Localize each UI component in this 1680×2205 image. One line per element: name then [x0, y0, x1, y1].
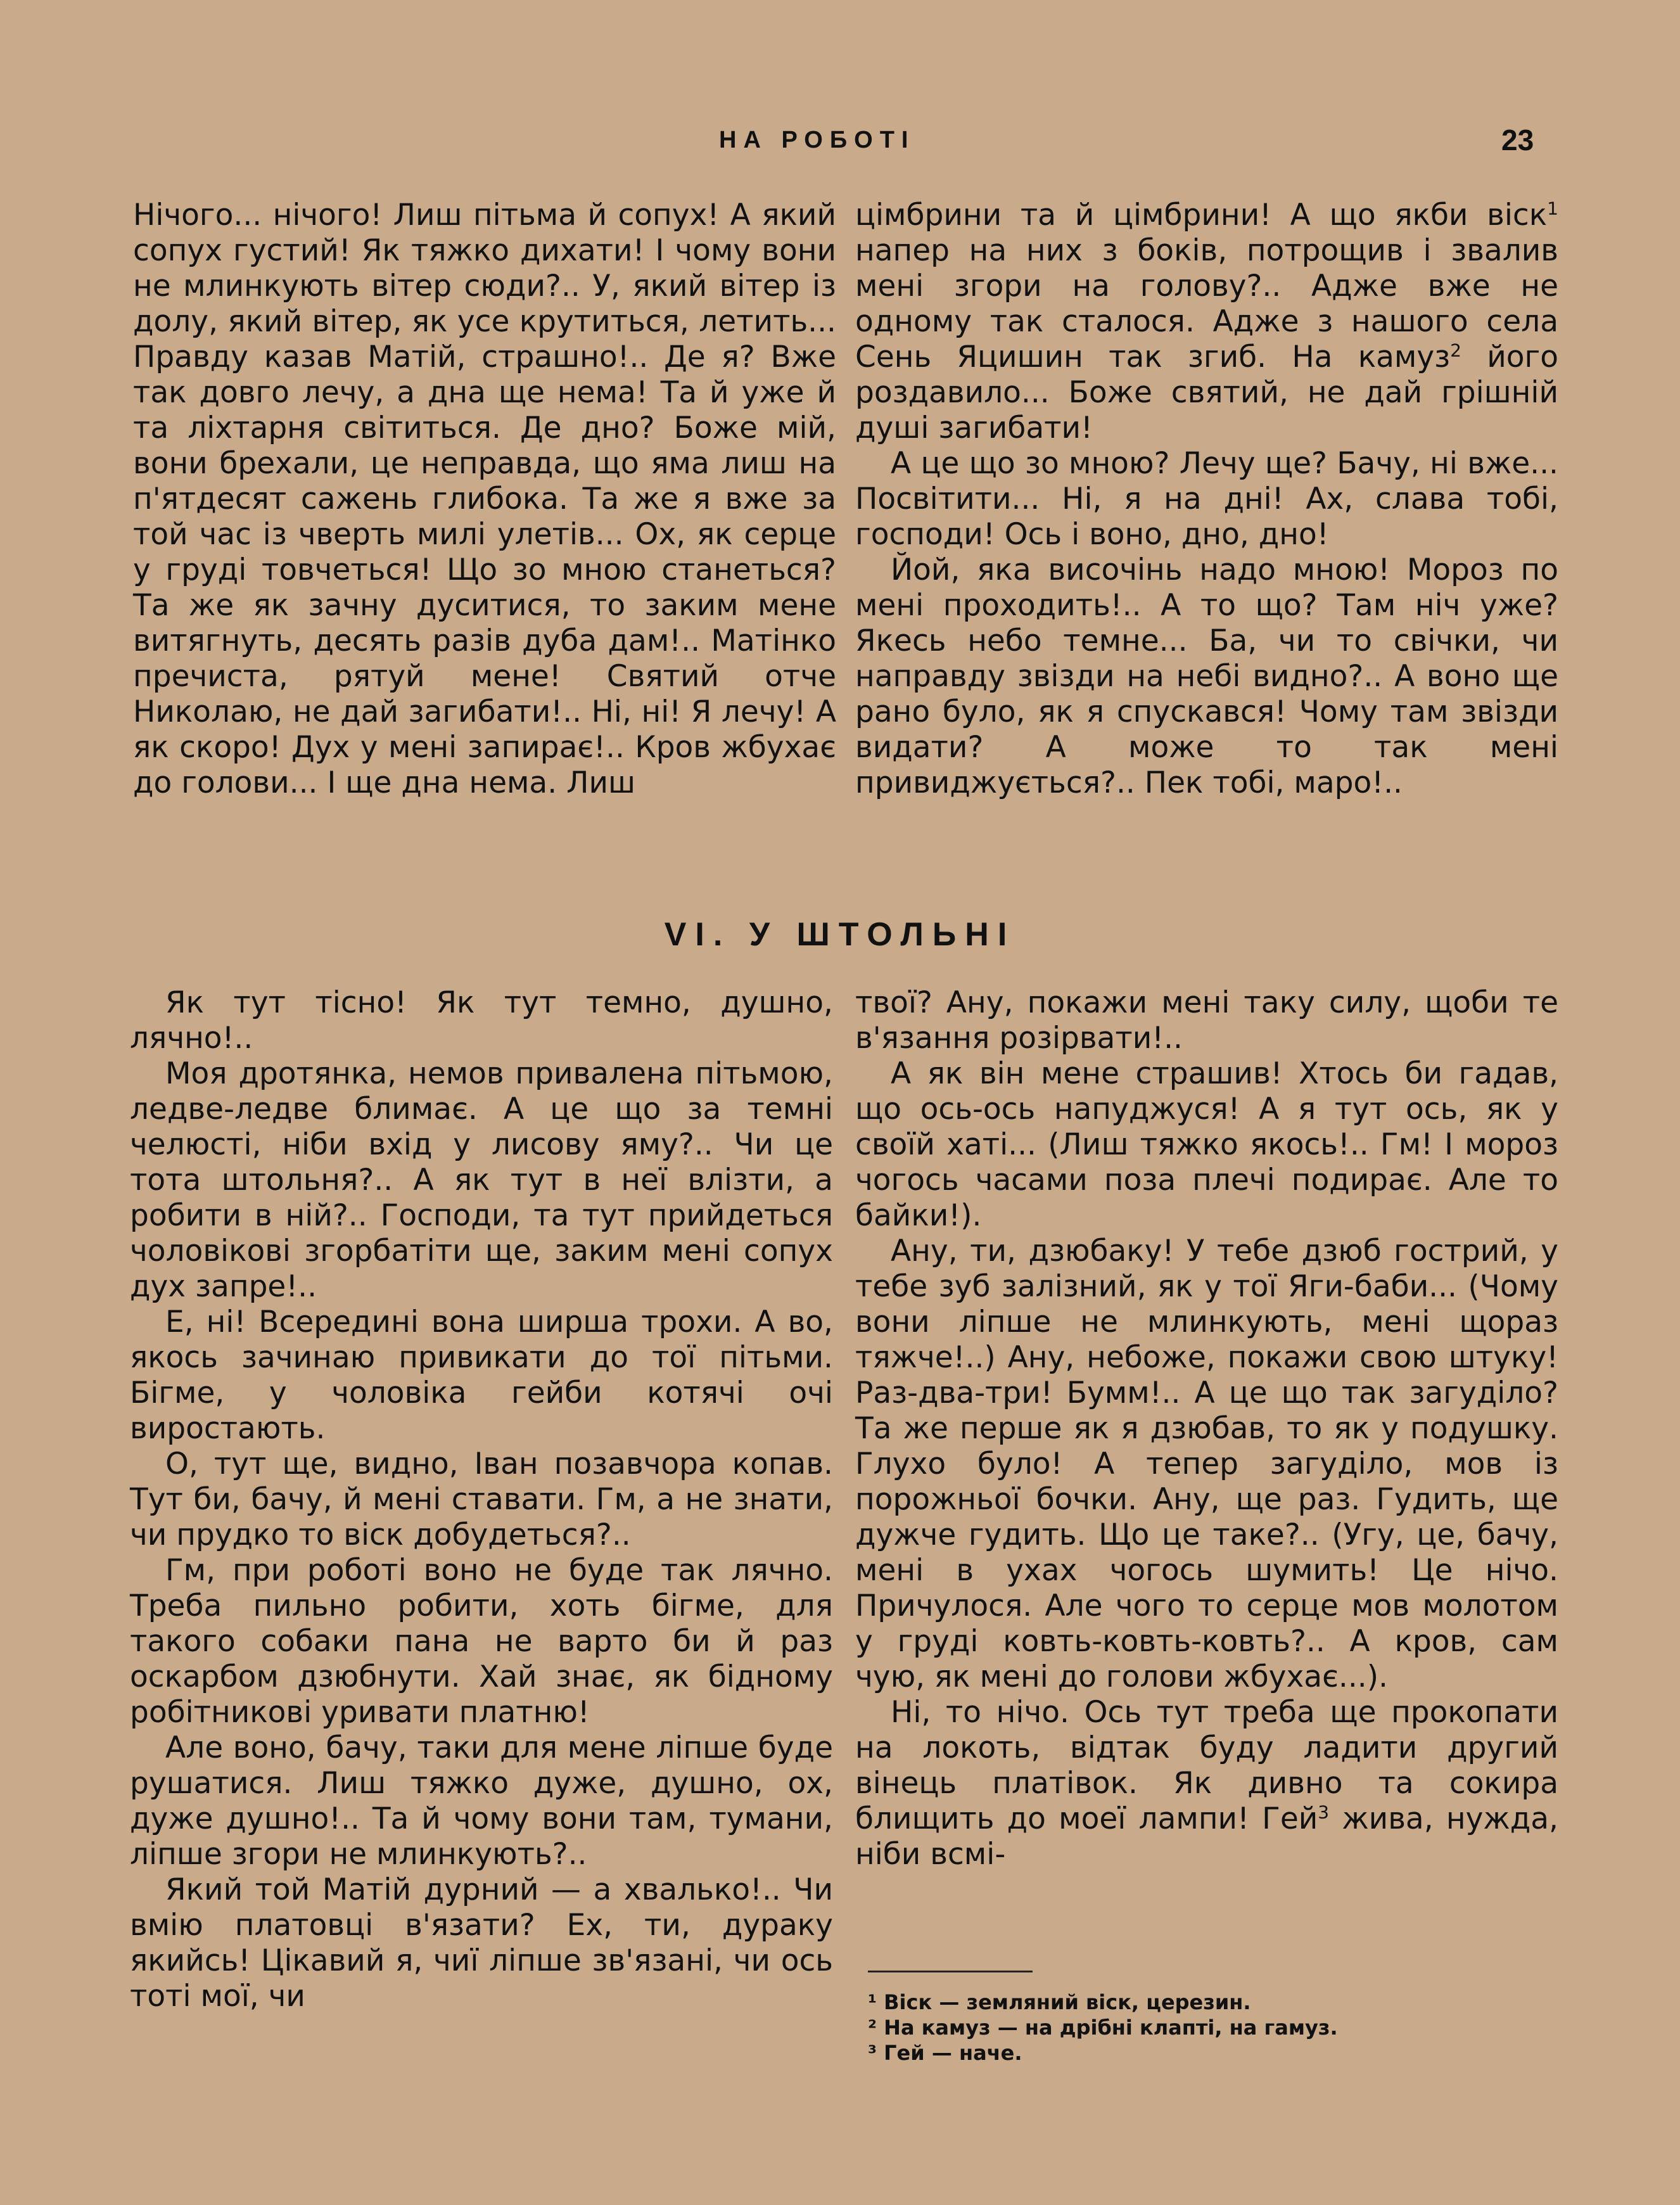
text-run: його роздавило... Боже святий, не дай грішній душі загибати!: [855, 340, 1558, 445]
paragraph: Але воно, бачу, таки для мене ліпше буде рушатися. Лиш тяжко дуже, душно, ох, дуже душно!.. Та й чому вони там, тумани, ліпше згори не млинкують?..: [130, 1730, 833, 1872]
running-title: НА РОБОТІ: [719, 127, 915, 153]
section-heading: VI. У ШТОЛЬНІ: [664, 916, 1016, 953]
paragraph: А як він мене страшив! Хтось би гадав, що ось-ось напуджуся! А я тут ось, як у своїй хаті... (Лиш тяжко якось!.. Гм! І мороз чогось часами поза плечі подирає. Але то байки!).: [855, 1056, 1558, 1233]
text-run: цімбрини та й цімбрини! А що якби віск: [855, 198, 1548, 233]
paragraph: О, тут ще, видно, Іван позавчора копав. Тут би, бачу, й мені ставати. Гм, а не знати, чи прудко то віск добудеться?..: [130, 1447, 833, 1552]
footnote-marker: 3: [1318, 1801, 1330, 1823]
footnote: ² На камуз — на дрібні клапті, на гамуз.: [868, 2016, 1338, 2040]
page-number: 23: [1501, 124, 1534, 157]
footnote-marker: 2: [1450, 340, 1461, 361]
paragraph: [855, 1695, 1558, 1872]
footnote: ³ Гей — наче.: [868, 2041, 1022, 2065]
paragraph: Моя дротянка, немов привалена пітьмою, ледве-ледве блимає. А це що за темні челюсті, ніби вхід у лисову яму?.. Чи це тота штольня?.. А як тут в неї влізти, а робити в ній?.. Господи, та тут прийдеться чоловікові згорбатіти ще, заким мені сопух дух запре!..: [130, 1056, 833, 1304]
text-column-bottom-right: [855, 985, 1558, 1872]
footnote-marker: 1: [1547, 198, 1558, 219]
text-column-bottom-left: [130, 985, 833, 2014]
paragraph: Гм, при роботі воно не буде так лячно. Треба пильно робити, хоть бігме, для такого собаки пана не варто би й раз оскарбом дзюбнути. Хай знає, як бідному робітникові уривати платню!: [130, 1553, 833, 1730]
paragraph: Ану, ти, дзюбаку! У тебе дзюб гострий, у тебе зуб залізний, як у тої Яги-баби... (Чому вони ліпше не млинкують, мені щораз тяжче!..) Ану, небоже, покажи свою штуку! Раз-два-три! Бумм!.. А це що так загуділо? Та же перше як я дзюбав, то як у подушку. Глухо було! А тепер загуділо, мов із порожньої бочки. Ану, ще раз. Гудить, ще дужче гудить. Що це таке?.. (Угу, це, бачу, мені в ухах чогось шумить! Це нічо. Причулося. Але чого то серце мов молотом у груді ковть-ковть-ковть?.. А кров, сам чую, як мені до голови жбухає...).: [855, 1234, 1558, 1694]
paragraph: Який той Матій дурний — а хвалько!.. Чи вмію платовці в'язати? Ех, ти, дураку якийсь! Цікавий я, чиї ліпше зв'язані, чи ось тоті мої, чи: [130, 1872, 833, 2014]
text-run: жива, нужда, ніби всмі-: [855, 1801, 1558, 1872]
running-header: [0, 124, 1680, 165]
footnotes: [868, 1990, 1565, 2066]
paragraph: [855, 198, 1558, 446]
footnote: ¹ Віск — земляний віск, церезин.: [868, 1990, 1251, 2014]
paragraph: Як тут тісно! Як тут темно, душно, лячно!..: [130, 985, 833, 1056]
text-run: Ні, то нічо. Ось тут треба ще прокопати на локоть, відтак буду ладити другий вінець платівок. Як дивно та сокира блищить до моеї лампи! Гей: [855, 1695, 1558, 1836]
text-column-top-right: [855, 198, 1558, 801]
paragraph: Нічого... нічого! Лиш пітьма й сопух! А який сопух густий! Як тяжко дихати! І чому вони не млинкують вітер сюди?.. У, який вітер із долу, який вітер, як усе крутиться, летить... Правду казав Матій, страшно!.. Де я? Вже так довго лечу, а дна ще нема! Та й уже й та ліхтарня світиться. Де дно? Боже мій, вони брехали, це неправда, що яма лиш на п'ятдесят сажень глибока. Та же я вже за той час із чверть милі улетів... Ох, як серце у груді товчеться! Що зо мною станеться? Та же як зачну дуситися, то заким мене витягнуть, десять разів дуба дам!.. Матінко пречиста, рятуй мене! Святий отче Николаю, не дай загибати!.. Ні, ні! Я лечу! А як скоро! Дух у мені запирає!.. Кров жбухає до голови... І ще дна нема. Лиш: [133, 198, 836, 800]
paragraph: Йой, яка височінь надо мною! Мороз по мені проходить!.. А то що? Там ніч уже? Якесь небо темне... Ба, чи то свічки, чи направду звізди на небі видно?.. А воно ще рано було, як я спускався! Чому там звізди видати? А може то так мені привиджується?.. Пек тобі, маро!..: [855, 553, 1558, 800]
text-column-top-left: [133, 198, 836, 801]
paragraph: Е, ні! Всередині вона ширша трохи. А во, якось зачинаю привикати до тої пітьми. Бігме, у чоловіка гейби котячі очі виростають.: [130, 1305, 833, 1446]
footnote-divider: [868, 1971, 1033, 1972]
paragraph: твої? Ану, покажи мені таку силу, щоби те в'язання розірвати!..: [855, 985, 1558, 1056]
paragraph: А це що зо мною? Лечу ще? Бачу, ні вже... Посвітити... Ні, я на дні! Ах, слава тобі, господи! Ось і воно, дно, дно!: [855, 446, 1558, 552]
text-run: напер на них з боків, потрощив і звалив мені згори на голову?.. Адже вже не одному так сталося. Адже з нашого села Сень Яцишин так згиб. На камуз: [855, 233, 1558, 374]
